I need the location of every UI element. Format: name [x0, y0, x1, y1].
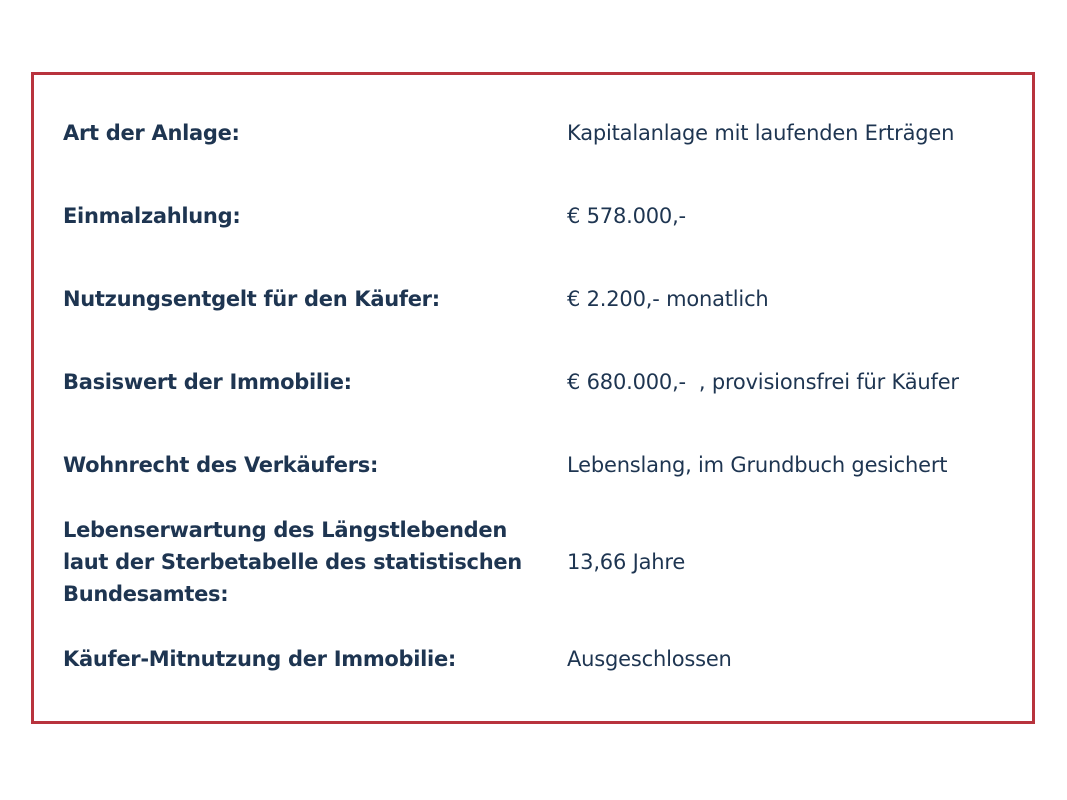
row-value: € 680.000,- , provisionsfrei für Käufer [567, 370, 959, 394]
info-box-frame [31, 72, 1035, 724]
row-label: Einmalzahlung: [63, 204, 241, 228]
row-label-line: Lebenserwartung des Längstlebenden [63, 518, 508, 542]
row-label-line: laut der Sterbetabelle des statistischen [63, 550, 522, 574]
row-value: € 2.200,- monatlich [567, 287, 769, 311]
row-label: Wohnrecht des Verkäufers: [63, 453, 379, 477]
row-label: Nutzungsentgelt für den Käufer: [63, 287, 440, 311]
row-value: € 578.000,- [567, 204, 686, 228]
row-value: Kapitalanlage mit laufenden Erträgen [567, 121, 955, 145]
row-value: Ausgeschlossen [567, 647, 732, 671]
row-value: 13,66 Jahre [567, 550, 686, 574]
row-label: Basiswert der Immobilie: [63, 370, 352, 394]
row-label: Art der Anlage: [63, 121, 240, 145]
row-value: Lebenslang, im Grundbuch gesichert [567, 453, 948, 477]
row-label: Käufer-Mitnutzung der Immobilie: [63, 647, 456, 671]
row-label-line: Bundesamtes: [63, 582, 229, 606]
